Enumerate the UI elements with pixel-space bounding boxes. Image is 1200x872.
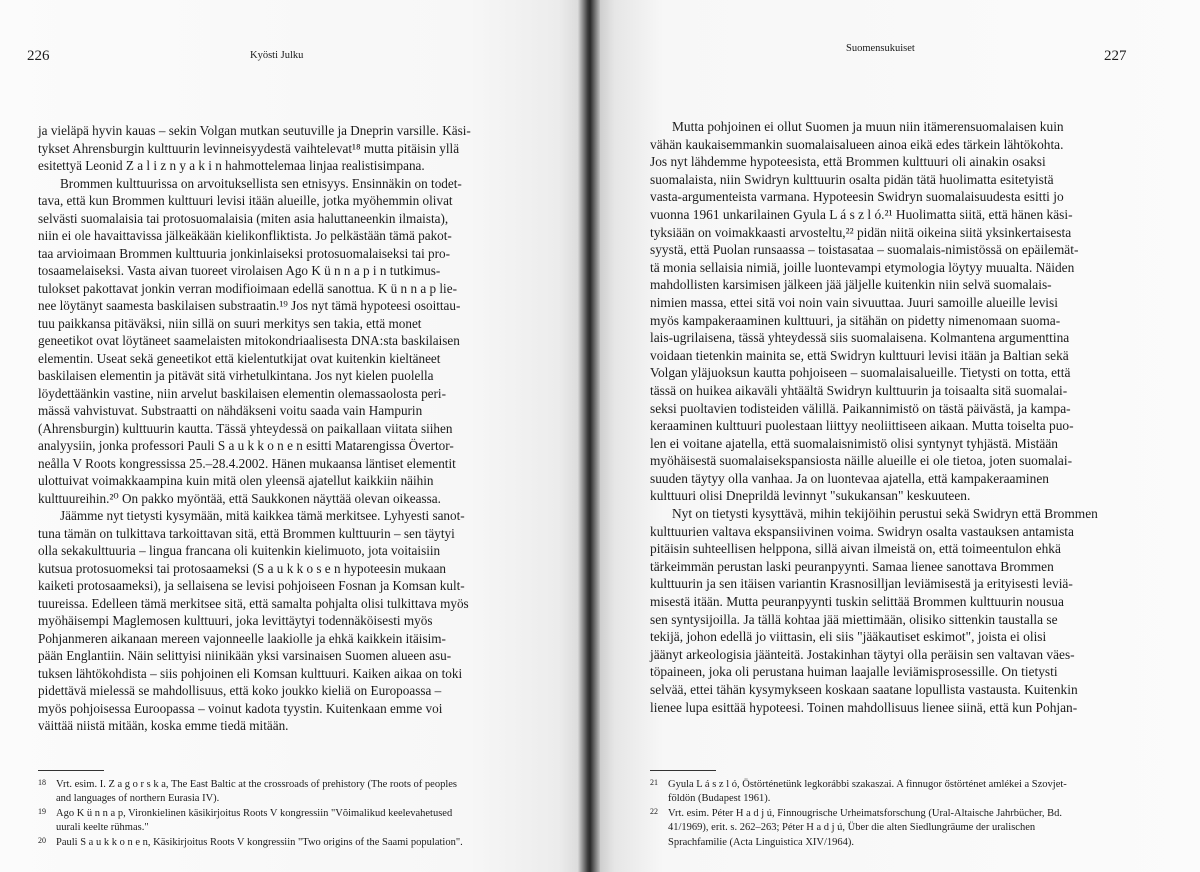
- text-line: neålla V Roots kongressissa 25.–28.4.2002. Hänen mukaansa läntiset elementit: [38, 455, 456, 471]
- footnote-text: Vrt. esim. Péter H a d j ú, Finnougrische Urheimatsforschung (Ural-Altaische Jahrbücher, Bd.: [668, 807, 1063, 819]
- text-line: pään Englantiin. Näin selittyisi niinikään yksi varsinaisen Suomen alueen asu-: [38, 648, 452, 663]
- text-line: nimien massa, ettei sitä voi noin vain sivuuttaa. Juuri samoille alueille levisi: [650, 294, 1058, 310]
- footnote-line: [650, 807, 1142, 821]
- footnote-line: [38, 836, 520, 850]
- footnote-text: Ago K ü n n a p, Vironkielinen käsikirjoitus Roots V kongressiin "Võimalikud keelevahetused: [56, 807, 453, 819]
- body-text: [650, 118, 1142, 716]
- text-line: jäänyt arkeologisia jäänteitä. Jostakinhan täytyi olla peräisin sen valtavan väes-: [650, 646, 1075, 662]
- text-line: mässä vahvistuvat. Substraatti on nähdäkseni voitu saada vain Hampurin: [38, 403, 423, 418]
- footnote-text: and languages of northern Eurasia IV).: [56, 793, 220, 805]
- footnote-text: Gyula L á s z l ó, Östörténetünk legkorábbi szakaszai. A finnugor őstörténet amlékei a Szovjet-: [668, 779, 1067, 790]
- text-line: tässä on huikea aikaväli yhtäältä Swidryn kulttuurin ja toisaalta sitä suomalai-: [650, 382, 1068, 398]
- text-line: kulttuurien valtava ekspansiivinen voima. Swidryn osalta vastauksen antamista: [650, 523, 1074, 539]
- text-line: taa arvioimaan Brommen kulttuuria jonkinlaiseksi protosuomalaiseksi tai pro-: [38, 245, 451, 261]
- text-line: vasta-argumenteista varmana. Hypoteesin Swidryn suomalaisuudesta esitti jo: [650, 189, 1064, 205]
- text-line: lienee lupa esittää hypoteesi. Toinen mahdollisuus lienee siinä, että kun Pohjan-: [650, 699, 1078, 715]
- text-line: löydettäänkin vastine, niin arvelut baskilaisen elementin olemassaolosta peri-: [38, 385, 446, 401]
- footnote-text: Sprachfamilie (Acta Linguistica XIV/1964).: [668, 836, 855, 848]
- text-line: tuksen lähtökohdista – siis pohjoinen eli Komsan kulttuuri. Kaiken aikaa on toki: [38, 665, 463, 681]
- text-line: tekijä, johon edellä jo viittasin, eli siis "jääkautiset eskimot", joista ei olisi: [650, 629, 1047, 645]
- text-line: lais-ugrilaisena, tässä yhteydessä siis suomalaisena. Kolmantena argumenttina: [650, 330, 1070, 346]
- text-line: Pohjanmeren aikanaan mereen vajonneelle laakiolle ja ehkä kaikkein itäisim-: [38, 630, 446, 646]
- text-line: tykset Ahrensburgin kulttuurin levinneisyydestä vaihtelevat¹⁸ mutta pitäisin yllä: [38, 140, 460, 156]
- running-head: Suomensukuiset: [846, 43, 915, 54]
- text-line: niin ei ole havaittavissa jälkeäkään kielikonfliktista. Jo pelkästään tämä pakot-: [38, 228, 452, 243]
- text-line: kutsua protosuomeksi tai protosaameksi (S a u k k o s e n hypoteesin mukaan: [38, 560, 447, 576]
- text-line: kulttuureihin.²⁰ On pakko myöntää, että Saukkonen näyttää olevan oikeassa.: [38, 490, 441, 506]
- footnote-line: [650, 836, 1142, 850]
- text-line: tava, että kun Brommen kulttuuri levisi itään alueille, jotka myöhemmin olivat: [38, 193, 453, 208]
- text-line: myös kampakeraaminen kulttuuri, ja sitähän on pidetty nimenomaan suoma-: [650, 312, 1061, 328]
- footnote-text: Vrt. esim. I. Z a g o r s k a, The East Baltic at the crossroads of prehistory (The roots of peoples: [56, 779, 457, 790]
- text-line: baskilaisen elementin ja pitävät sitä virhetulkintana. Jos nyt kielen puolella: [38, 368, 434, 383]
- footnote-text: uurali keelte rühmas.": [56, 822, 149, 834]
- left-page: [0, 0, 588, 872]
- text-line: tosaamelaiseksi. Vasta aivan tuoreet virolaisen Ago K ü n n a p i n tutkimus-: [38, 263, 441, 278]
- footnote-number: 20: [38, 835, 46, 845]
- text-line: syystä, että Puolan runsaassa – toistasataa – suomalais-nimistössä on epäilemät-: [650, 242, 1079, 258]
- footnote-line: [650, 821, 1142, 835]
- text-line: ja vieläpä hyvin kauas – sekin Volgan mutkan seutuville ja Dneprin varsille. Käsi-: [38, 123, 471, 138]
- text-line: Nyt on tietysti kysyttävä, mihin tekijöihin perustui sekä Swidryn että Brommen: [672, 506, 1098, 522]
- footnote-text: 41/1969), erit. s. 262–263; Péter H a d j ú, Über die alten Siedlungräume der uralischen: [668, 822, 1036, 834]
- page-number: 227: [1104, 48, 1127, 64]
- text-line: Jos nyt lähdemme hypoteesista, että Brommen kulttuuri oli ainakin osaksi: [650, 154, 1046, 170]
- text-line: (Ahrensburgin) kulttuurin kautta. Tässä yhteydessä on paikallaan viitata siihen: [38, 420, 453, 436]
- text-line: pitäisin suhteellisen helppona, sillä aivan ilmeistä on, että toimeentulon ehkä: [650, 541, 1061, 557]
- text-line: Volgan yläjuoksun kautta pohjoiseen – suomalaisalueille. Tietysti on totta, että: [650, 365, 1071, 381]
- text-line: suomalaista, niin Swidryn kulttuurin osalta pidän tätä huolimatta esitetyistä: [650, 171, 1054, 187]
- footnote-number: 18: [38, 778, 46, 787]
- text-line: keraaminen kulttuuri puolestaan liittyy neoliittiseen aikaan. Mutta toiselta puo-: [650, 418, 1074, 434]
- text-line: myöhäisestä suomalaisekspansiosta näille alueille ei ole tietoa, joten suomalai-: [650, 453, 1073, 469]
- text-line: Brommen kulttuurissa on arvoituksellista sen etnisyys. Ensinnäkin on todet-: [60, 175, 462, 191]
- text-line: tulokset pakottavat jonkin verran modifioimaan edellä sanottua. K ü n n a p lie-: [38, 280, 457, 296]
- footnote-line: [38, 821, 520, 835]
- text-line: len ei voitane ajatella, että suomalaisnimistö olisi syntynyt tyhjästä. Mistään: [650, 435, 1058, 451]
- running-head: Kyösti Julku: [250, 50, 304, 61]
- text-line: kulttuurin ja sen itäisen variantin Krasnosilljan leviämisestä ja erityisesti leviä-: [650, 576, 1073, 592]
- footnote-line: [38, 807, 520, 821]
- text-line: voidaan tietenkin mainita se, että Swidryn kulttuuri levisi itään ja Baltian sekä: [650, 347, 1069, 363]
- footnote-number: 21: [650, 778, 658, 787]
- body-text: [38, 122, 520, 735]
- text-line: misestä itään. Mutta peuranpyynti tuskin selittää Brommen kulttuurin nousua: [650, 594, 1064, 610]
- footnote-line: [38, 778, 520, 792]
- page-number: 226: [27, 48, 50, 64]
- text-line: suuden täytyy olla vanhaa. Ja on luontevaa ajatella, että kampakeraaminen: [650, 470, 1049, 486]
- text-line: väittää niistä mitään, koska emme tiedä mitään.: [38, 718, 289, 733]
- text-line: Mutta pohjoinen ei ollut Suomen ja muun niin itämerensuomalaisen kuin: [672, 119, 1064, 134]
- footnote-number: 19: [38, 806, 46, 816]
- text-line: tuureissa. Edelleen tämä merkitsee sitä, että samalta pohjalta olisi tulkittava myös: [38, 595, 469, 611]
- text-line: esitettyä Leonid Z a l i z n y a k i n hahmottelemaa linjaa realistisimpana.: [38, 158, 425, 173]
- text-line: tyksiään on voimakkaasti arvosteltu,²² pidän niitä oikeina siitä yksinkertaisesta: [650, 224, 1072, 240]
- text-line: pidettävä mielessä se mahdollisuus, että koko joukko kieliä on Europoassa –: [38, 683, 442, 698]
- text-line: sen syntysijoilla. Ja tällä kohtaa jää miettimään, olisiko sittenkin taustalla se: [650, 611, 1058, 627]
- text-line: myöhäisempi Maglemosen kulttuuri, joka levittäytyi todennäköisesti myös: [38, 613, 433, 628]
- text-line: seksi puoltavien todisteiden välillä. Paikannimistö on tästä päivästä, ja kampa-: [650, 400, 1071, 416]
- text-line: tärkeimmän perustan laski peuranpyynti. Samaa lienee sanottava Brommen: [650, 558, 1054, 574]
- text-line: nee löytänyt saamesta baskilaisen substraatin.¹⁹ Jos nyt tämä hypoteesi osoittau-: [38, 298, 461, 313]
- text-line: olla sekakulttuuria – lingua francana oli kuitenkin kielimuoto, jota voitaisiin: [38, 543, 441, 558]
- text-line: vuonna 1961 unkarilainen Gyula L á s z l ó.²¹ Huolimatta siitä, että hänen käsi-: [650, 206, 1073, 222]
- footnote-line: [650, 792, 1142, 806]
- text-line: tuu paikkansa pitäväksi, niin sillä on suuri merkitys sen takia, että monet: [38, 315, 422, 331]
- text-line: kulttuuri olisi Dneprildä levinnyt "sukukansan" keskuuteen.: [650, 488, 971, 504]
- footnote-line: [38, 792, 520, 806]
- text-line: geneetikot ovat löytäneet saamelaisten mitokondriaalisesta DNA:sta baskilaisen: [38, 333, 460, 348]
- text-line: Jäämme nyt tietysti kysymään, mitä kaikkea tämä merkitsee. Lyhyesti sanot-: [60, 508, 465, 523]
- footnote-rule: [38, 770, 104, 771]
- text-line: analyysiin, jonka professori Pauli S a u k k o n e n esitti Matarengissa Övertor-: [38, 438, 454, 453]
- right-page: [590, 0, 1200, 872]
- book-gutter: [578, 0, 600, 872]
- text-line: tä monia sellaisia nimiä, joille luontevampi etymologia löytyy muualta. Näiden: [650, 259, 1075, 275]
- text-line: elementin. Useat sekä geneetikot että kielentutkijat ovat kuitenkin kieltäneet: [38, 350, 441, 366]
- footnote-number: 22: [650, 806, 658, 816]
- text-line: ulottuivat voimakkaampina kuin mitä olen yleensä ajatellut kaikkiin näihin: [38, 473, 434, 488]
- text-line: selvästi suomalaisia tai protosuomalaisia (miten asia haluttaneenkin ilmaista),: [38, 210, 449, 226]
- footnotes: [650, 778, 1142, 850]
- text-line: mahdollisten karsimisen jälkeen jää jäljelle kuitenkin niin selvä suomalais-: [650, 277, 1052, 293]
- text-line: tuna tämän on tulkittava tarkoittavan sitä, että Brommen kulttuurin – sen täytyi: [38, 525, 455, 541]
- text-line: töpaineen, joka oli perustana huiman laajalle leviämisprosessille. On tietysti: [650, 664, 1058, 680]
- text-line: selvää, ettei tähän kysymykseen koskaan saatane lopullista vastausta. Kuitenkin: [650, 682, 1078, 697]
- footnote-text: földön (Budapest 1961).: [668, 793, 771, 805]
- text-line: vähän kaukaisemmankin suomalaisalueen ainoa eikä edes tärkein lähtökohta.: [650, 136, 1064, 152]
- text-line: myös pohjoisessa Euroopassa – voinut kadota tyystin. Kuitenkaan emme voi: [38, 700, 443, 716]
- footnote-line: [650, 778, 1142, 792]
- footnote-rule: [650, 770, 716, 771]
- footnotes: [38, 778, 520, 850]
- footnote-text: Pauli S a u k k o n e n, Käsikirjoitus Roots V kongressiin "Two origins of the Saami population".: [56, 836, 463, 848]
- text-line: kaiketi protosaameksi), ja sellaisena se levisi pohjoiseen Fosnan ja Komsan kult-: [38, 578, 465, 593]
